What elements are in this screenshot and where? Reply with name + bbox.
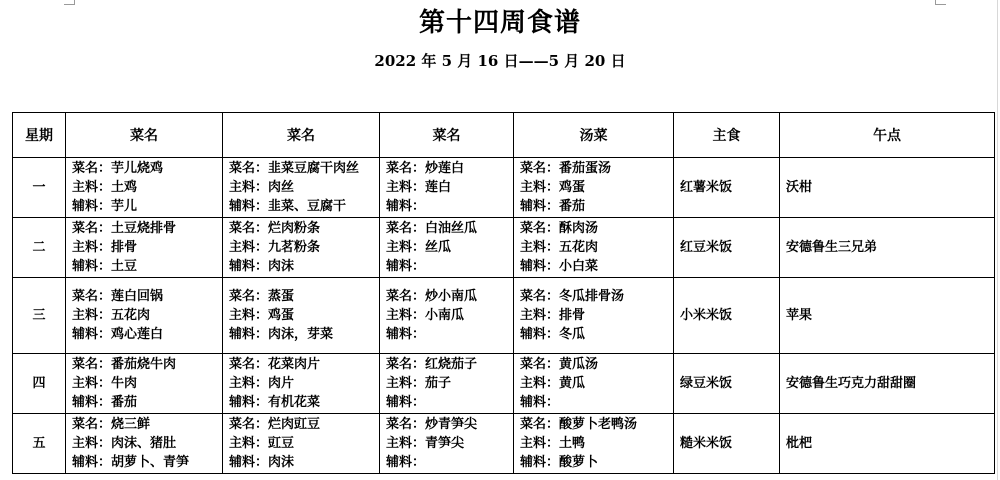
soup-cell <box>514 354 674 414</box>
page-edge-line <box>997 0 998 480</box>
dish-main: 主料：莲白 <box>386 180 452 195</box>
dish-name: 菜名：烂肉粉条 <box>229 221 321 236</box>
dish-name: 菜名：花菜肉片 <box>229 357 321 372</box>
soup-cell <box>514 414 674 474</box>
dish-main: 主料：牛肉 <box>72 376 138 391</box>
dish-cell <box>66 354 223 414</box>
dish-side: 辅料：芋儿 <box>72 199 138 214</box>
dish-cell <box>66 414 223 474</box>
dish-main: 主料：肉丝 <box>229 180 295 195</box>
dish-cell <box>66 278 223 354</box>
soup-main: 主料：鸡蛋 <box>520 180 586 195</box>
dish-side: 辅料： <box>386 199 426 214</box>
header-staple: 主食 <box>674 113 780 158</box>
dish-main: 主料：五花肉 <box>72 308 151 323</box>
menu-table <box>12 112 995 474</box>
staple-cell: 糙米米饭 <box>674 414 780 474</box>
header-weekday: 星期 <box>13 113 66 158</box>
dish-main: 主料：土鸡 <box>72 180 138 195</box>
dish-name: 菜名：炒莲白 <box>386 161 465 176</box>
soup-side: 辅料：小白菜 <box>520 259 599 274</box>
header-dish-3: 菜名 <box>380 113 514 158</box>
dish-main: 主料：豇豆 <box>229 436 295 451</box>
dish-side: 辅料：土豆 <box>72 259 138 274</box>
weekday-cell: 三 <box>13 278 66 354</box>
dish-name: 菜名：炒青笋尖 <box>386 417 478 432</box>
snack-cell: 沃柑 <box>780 158 995 218</box>
soup-cell <box>514 218 674 278</box>
dish-main: 主料：丝瓜 <box>386 240 452 255</box>
dish-side: 辅料： <box>386 259 426 274</box>
dish-name: 菜名：土豆烧排骨 <box>72 221 177 236</box>
dish-cell <box>223 278 380 354</box>
header-soup: 汤菜 <box>514 113 674 158</box>
table-row <box>13 158 995 218</box>
staple-cell: 红薯米饭 <box>674 158 780 218</box>
dish-cell <box>380 354 514 414</box>
dish-side: 辅料： <box>386 327 426 342</box>
dish-side: 辅料：有机花菜 <box>229 395 321 410</box>
dish-main: 主料：青笋尖 <box>386 436 465 451</box>
dish-side: 辅料：番茄 <box>72 395 138 410</box>
dish-main: 主料：小南瓜 <box>386 308 465 323</box>
soup-name: 菜名：番茄蛋汤 <box>520 161 612 176</box>
dish-main: 主料：九茗粉条 <box>229 240 321 255</box>
soup-cell <box>514 158 674 218</box>
dish-name: 菜名：莲白回锅 <box>72 289 164 304</box>
table-row <box>13 218 995 278</box>
dish-main: 主料：肉沫、猪肚 <box>72 436 177 451</box>
dish-main: 主料：茄子 <box>386 376 452 391</box>
staple-cell: 红豆米饭 <box>674 218 780 278</box>
dish-cell <box>380 158 514 218</box>
dish-cell <box>66 158 223 218</box>
dish-cell <box>380 218 514 278</box>
header-row <box>13 113 995 158</box>
dish-name: 菜名：红烧茄子 <box>386 357 478 372</box>
table-row <box>13 414 995 474</box>
soup-side: 辅料：酸萝卜 <box>520 455 599 470</box>
weekday-cell: 二 <box>13 218 66 278</box>
dish-cell <box>380 278 514 354</box>
soup-side: 辅料： <box>520 395 560 410</box>
dish-name: 菜名：白油丝瓜 <box>386 221 478 236</box>
snack-cell: 安德鲁生巧克力甜甜圈 <box>780 354 995 414</box>
dish-side: 辅料：胡萝卜、青笋 <box>72 455 190 470</box>
dish-name: 菜名：炒小南瓜 <box>386 289 478 304</box>
soup-name: 菜名：黄瓜汤 <box>520 357 599 372</box>
dish-cell <box>380 414 514 474</box>
weekday-cell: 一 <box>13 158 66 218</box>
header-dish-2: 菜名 <box>223 113 380 158</box>
staple-cell: 小米米饭 <box>674 278 780 354</box>
soup-cell <box>514 278 674 354</box>
dish-name: 菜名：烧三鲜 <box>72 417 151 432</box>
snack-cell: 枇杷 <box>780 414 995 474</box>
dish-main: 主料：鸡蛋 <box>229 308 295 323</box>
dish-main: 主料：排骨 <box>72 240 138 255</box>
soup-side: 辅料：番茄 <box>520 199 586 214</box>
page-title: 第十四周食谱 <box>418 8 581 38</box>
staple-cell: 绿豆米饭 <box>674 354 780 414</box>
dish-side: 辅料：鸡心莲白 <box>72 327 164 342</box>
soup-main: 主料：黄瓜 <box>520 376 586 391</box>
soup-main: 主料：五花肉 <box>520 240 599 255</box>
dish-side: 辅料：韭菜、豆腐干 <box>229 199 347 214</box>
dish-name: 菜名：蒸蛋 <box>229 289 295 304</box>
soup-name: 菜名：酥肉汤 <box>520 221 599 236</box>
dish-side: 辅料：肉沫，芽菜 <box>229 327 334 342</box>
dish-side: 辅料： <box>386 455 426 470</box>
dish-side: 辅料：肉沫 <box>229 455 295 470</box>
soup-name: 菜名：酸萝卜老鸭汤 <box>520 417 638 432</box>
dish-name: 菜名：番茄烧牛肉 <box>72 357 177 372</box>
soup-name: 菜名：冬瓜排骨汤 <box>520 289 625 304</box>
dish-name: 菜名：烂肉豇豆 <box>229 417 321 432</box>
dish-name: 菜名：韭菜豆腐干肉丝 <box>229 161 360 176</box>
soup-main: 主料：排骨 <box>520 308 586 323</box>
dish-cell <box>223 414 380 474</box>
date-range: 2022 年 5 月 16 日——5 月 20 日 <box>374 52 626 70</box>
soup-main: 主料：土鸭 <box>520 436 586 451</box>
dish-name: 菜名：芋儿烧鸡 <box>72 161 164 176</box>
header-snack: 午点 <box>780 113 995 158</box>
weekday-cell: 四 <box>13 354 66 414</box>
weekday-cell: 五 <box>13 414 66 474</box>
dish-cell <box>223 218 380 278</box>
snack-cell: 苹果 <box>780 278 995 354</box>
header-dish-1: 菜名 <box>66 113 223 158</box>
dish-main: 主料：肉片 <box>229 376 295 391</box>
dish-side: 辅料：肉沫 <box>229 259 295 274</box>
dish-cell <box>66 218 223 278</box>
dish-cell <box>223 354 380 414</box>
table-row <box>13 354 995 414</box>
soup-side: 辅料：冬瓜 <box>520 327 586 342</box>
dish-side: 辅料： <box>386 395 426 410</box>
snack-cell: 安德鲁生三兄弟 <box>780 218 995 278</box>
table-row <box>13 278 995 354</box>
dish-cell <box>223 158 380 218</box>
